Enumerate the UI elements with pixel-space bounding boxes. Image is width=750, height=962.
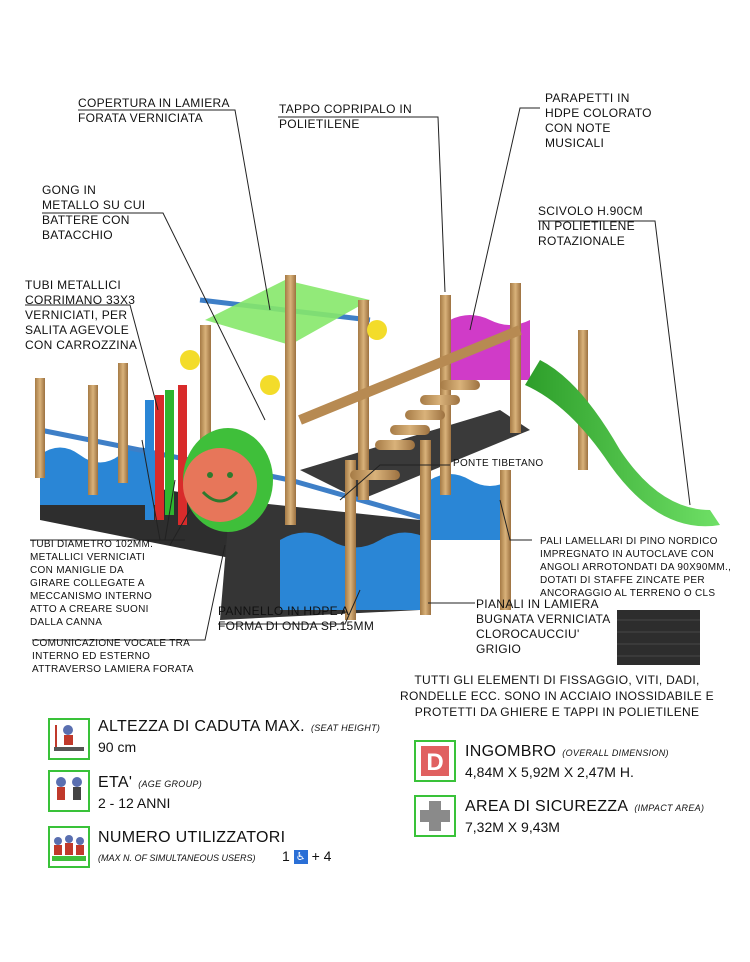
post bbox=[35, 378, 45, 478]
spec-eta-value: 2 - 12 ANNI bbox=[98, 795, 171, 811]
callout-pianali: PIANALI IN LAMIERA BUGNATA VERNICIATA CLOROCAUCCIU' GRIGIO bbox=[476, 597, 611, 656]
spec-utilizzatori-value: 1 ♿ + 4 bbox=[282, 848, 332, 864]
callout-pannello: PANNELLO IN HDPE A FORMA DI ONDA SP.15MM bbox=[218, 604, 375, 633]
callout-parapetti: PARAPETTI IN HDPE COLORATO CON NOTE MUSICALI bbox=[545, 91, 652, 150]
floor-texture-sample bbox=[617, 610, 700, 665]
svg-text:D: D bbox=[426, 749, 444, 776]
sound-tube bbox=[178, 385, 187, 525]
fall-height-icon bbox=[48, 718, 90, 760]
wheelchair-icon: ♿ bbox=[294, 850, 308, 864]
music-note bbox=[180, 350, 200, 370]
spec-sicurezza-title: AREA DI SICUREZZA (IMPACT AREA) bbox=[465, 798, 705, 815]
post bbox=[510, 283, 521, 433]
sound-tube bbox=[145, 400, 154, 520]
spec-ingombro-title: INGOMBRO (OVERALL DIMENSION) bbox=[465, 743, 669, 760]
slide bbox=[525, 360, 720, 526]
spec-utilizzatori-note: (MAX N. OF SIMULTANEOUS USERS) bbox=[98, 853, 256, 863]
music-note bbox=[260, 375, 280, 395]
impact-area-icon bbox=[414, 795, 456, 837]
spec-altezza-title: ALTEZZA DI CADUTA MAX. (SEAT HEIGHT) bbox=[98, 718, 381, 735]
callout-scivolo: SCIVOLO H.90CM IN POLIETILENE ROTAZIONALE bbox=[538, 204, 643, 248]
post bbox=[285, 275, 296, 525]
post bbox=[345, 460, 356, 620]
callout-tubi-diametro: TUBI DIAMETRO 102MM. METALLICI VERNICIATI CON MANIGLIE DA GIRARE COLLEGATE A MECCANISMO INTERNO ATTO A CREARE SUONI DALLA CANNA bbox=[30, 539, 154, 628]
spec-altezza-value: 90 cm bbox=[98, 739, 137, 755]
dimension-icon bbox=[414, 740, 456, 782]
stainless-note: TUTTI GLI ELEMENTI DI FISSAGGIO, VITI, DADI, RONDELLE ECC. SONO IN ACCIAIO INOSSIDABILE E PROTETTI DA GHIERE E TAPPI IN POLIETILENE bbox=[400, 673, 714, 719]
users-icon bbox=[48, 826, 90, 868]
callout-copertura: COPERTURA IN LAMIERA FORATA VERNICIATA bbox=[78, 96, 230, 125]
spec-eta-title: ETA' (AGE GROUP) bbox=[98, 774, 202, 791]
wave-panel-left bbox=[40, 448, 160, 506]
face-disc bbox=[183, 448, 257, 522]
sound-tube bbox=[155, 395, 164, 520]
post bbox=[118, 363, 128, 483]
callout-ponte: PONTE TIBETANO bbox=[453, 458, 544, 469]
music-note bbox=[367, 320, 387, 340]
spec-ingombro-value: 4,84M X 5,92M X 2,47M H. bbox=[465, 764, 634, 780]
post bbox=[500, 470, 511, 610]
callout-tappo: TAPPO COPRIPALO IN POLIETILENE bbox=[279, 102, 412, 131]
age-group-icon bbox=[48, 770, 90, 812]
callout-comunicazione: COMUNICAZIONE VOCALE TRA INTERNO ED ESTERNO ATTRAVERSO LAMIERA FORATA bbox=[32, 638, 194, 675]
post bbox=[420, 440, 431, 615]
callout-gong: GONG IN METALLO SU CUI BATTERE CON BATACCHIO bbox=[42, 183, 146, 242]
spec-utilizzatori-title: NUMERO UTILIZZATORI bbox=[98, 829, 286, 846]
post bbox=[88, 385, 98, 495]
callout-pali: PALI LAMELLARI DI PINO NORDICO IMPREGNATO IN AUTOCLAVE CON ANGOLI ARROTONDATI DA 90X90MM., DOTATI DI STAFFE ZINCATE PER ANCORAGGIO AL TERRENO O CLS bbox=[540, 536, 732, 599]
callout-tubi-corrimano: TUBI METALLICI CORRIMANO 33X3 VERNICIATI, PER SALITA AGEVOLE CON CARROZZINA bbox=[25, 278, 138, 352]
spec-sicurezza-value: 7,32M X 9,43M bbox=[465, 819, 560, 835]
